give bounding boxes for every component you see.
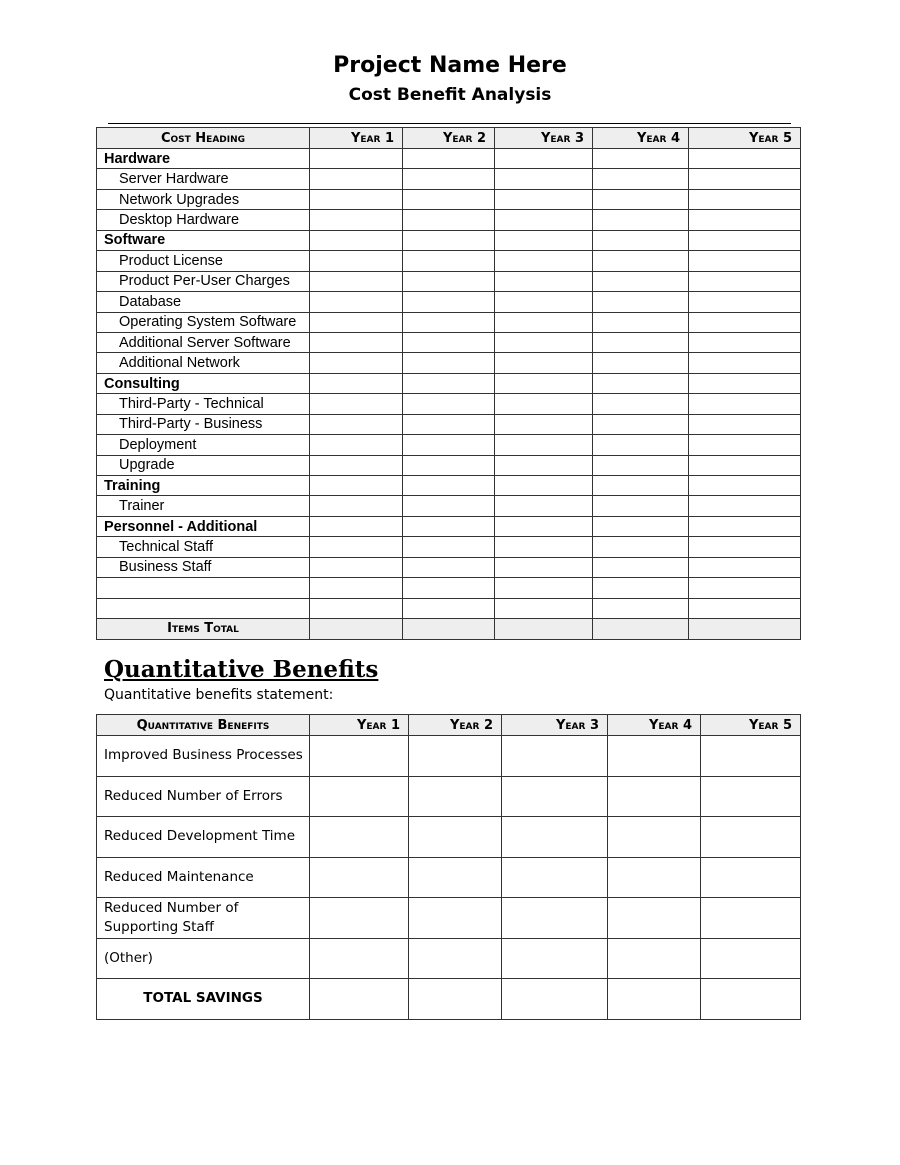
- row-label: [97, 578, 310, 598]
- year-5-cell[interactable]: [689, 332, 801, 352]
- year-4-header: Year 4: [608, 715, 701, 736]
- table-row: [97, 736, 801, 777]
- year-4-cell[interactable]: [593, 251, 689, 271]
- year-2-cell[interactable]: [403, 251, 495, 271]
- year-1-cell[interactable]: [310, 736, 409, 777]
- year-5-cell[interactable]: [689, 189, 801, 209]
- year-4-cell[interactable]: [608, 938, 701, 979]
- year-4-cell[interactable]: [593, 435, 689, 455]
- year-3-cell[interactable]: [495, 455, 593, 475]
- year-4-cell[interactable]: [593, 149, 689, 169]
- year-2-cell[interactable]: [403, 476, 495, 496]
- row-label: Product Per-User Charges: [97, 271, 310, 291]
- row-label: Training: [97, 476, 310, 496]
- table-row: [97, 332, 801, 352]
- year-3-cell[interactable]: [502, 979, 608, 1020]
- row-label: Technical Staff: [97, 537, 310, 557]
- year-1-cell[interactable]: [310, 776, 409, 817]
- year-4-cell[interactable]: [593, 332, 689, 352]
- year-4-cell[interactable]: [608, 857, 701, 898]
- year-1-header: Year 1: [310, 715, 409, 736]
- year-3-cell[interactable]: [495, 353, 593, 373]
- year-1-cell[interactable]: [310, 292, 403, 312]
- year-4-cell[interactable]: [593, 476, 689, 496]
- year-2-cell[interactable]: [409, 979, 502, 1020]
- year-4-cell[interactable]: [593, 578, 689, 598]
- year-5-cell[interactable]: [701, 817, 801, 858]
- year-2-cell[interactable]: [403, 332, 495, 352]
- year-5-cell[interactable]: [701, 938, 801, 979]
- year-1-cell[interactable]: [310, 210, 403, 230]
- row-label: Reduced Number of Supporting Staff: [97, 898, 310, 939]
- year-2-cell[interactable]: [409, 736, 502, 777]
- year-5-cell[interactable]: [689, 496, 801, 516]
- table-row: [97, 898, 801, 939]
- row-label: Additional Server Software: [97, 332, 310, 352]
- year-4-cell[interactable]: [593, 292, 689, 312]
- year-2-cell[interactable]: [409, 938, 502, 979]
- row-label: Third-Party - Business: [97, 414, 310, 434]
- row-label: Consulting: [97, 373, 310, 393]
- table-row: [97, 817, 801, 858]
- year-3-cell[interactable]: [495, 557, 593, 577]
- year-2-cell[interactable]: [403, 394, 495, 414]
- year-1-cell[interactable]: [310, 251, 403, 271]
- year-4-cell[interactable]: [593, 353, 689, 373]
- year-3-cell[interactable]: [502, 776, 608, 817]
- year-1-cell[interactable]: [310, 979, 409, 1020]
- category-row: [97, 230, 801, 250]
- table-row: [97, 312, 801, 332]
- year-3-cell[interactable]: [495, 619, 593, 639]
- year-3-cell[interactable]: [495, 210, 593, 230]
- row-label: Hardware: [97, 149, 310, 169]
- year-3-cell[interactable]: [502, 898, 608, 939]
- row-label: Database: [97, 292, 310, 312]
- year-3-cell[interactable]: [495, 271, 593, 291]
- year-4-cell[interactable]: [608, 979, 701, 1020]
- table-row: [97, 271, 801, 291]
- year-5-header: Year 5: [689, 128, 801, 149]
- qb-table-body: [97, 736, 801, 1020]
- year-5-header: Year 5: [701, 715, 801, 736]
- row-label: Reduced Development Time: [97, 817, 310, 858]
- year-5-cell[interactable]: [689, 476, 801, 496]
- table-row: [97, 251, 801, 271]
- year-4-cell[interactable]: [593, 537, 689, 557]
- year-5-cell[interactable]: [701, 898, 801, 939]
- year-5-cell[interactable]: [689, 373, 801, 393]
- year-3-header: Year 3: [502, 715, 608, 736]
- year-4-cell[interactable]: [593, 516, 689, 536]
- row-label: (Other): [97, 938, 310, 979]
- quantitative-benefits-statement: Quantitative benefits statement:: [104, 687, 334, 703]
- table-row: [97, 210, 801, 230]
- year-1-cell[interactable]: [310, 557, 403, 577]
- year-5-cell[interactable]: [689, 251, 801, 271]
- year-5-cell[interactable]: [701, 857, 801, 898]
- table-row: [97, 857, 801, 898]
- year-2-header: Year 2: [409, 715, 502, 736]
- year-3-cell[interactable]: [495, 394, 593, 414]
- year-5-cell[interactable]: [689, 455, 801, 475]
- year-2-cell[interactable]: [409, 776, 502, 817]
- year-1-cell[interactable]: [310, 271, 403, 291]
- year-4-cell[interactable]: [593, 394, 689, 414]
- row-label: Deployment: [97, 435, 310, 455]
- year-1-cell[interactable]: [310, 332, 403, 352]
- table-row: [97, 189, 801, 209]
- year-3-cell[interactable]: [495, 578, 593, 598]
- year-2-cell[interactable]: [403, 598, 495, 618]
- year-5-cell[interactable]: [689, 394, 801, 414]
- year-5-cell[interactable]: [689, 271, 801, 291]
- year-3-cell[interactable]: [502, 736, 608, 777]
- table-row: [97, 578, 801, 598]
- year-4-cell[interactable]: [593, 312, 689, 332]
- table-row: [97, 169, 801, 189]
- year-5-cell[interactable]: [689, 292, 801, 312]
- table-row: [97, 537, 801, 557]
- year-2-cell[interactable]: [403, 619, 495, 639]
- page-subtitle: Cost Benefit Analysis: [348, 85, 552, 105]
- year-2-cell[interactable]: [403, 435, 495, 455]
- year-4-cell[interactable]: [593, 230, 689, 250]
- year-5-cell[interactable]: [689, 353, 801, 373]
- year-3-cell[interactable]: [495, 598, 593, 618]
- year-2-cell[interactable]: [403, 271, 495, 291]
- year-3-cell[interactable]: [495, 537, 593, 557]
- year-2-cell[interactable]: [403, 414, 495, 434]
- row-label: Trainer: [97, 496, 310, 516]
- row-label: Network Upgrades: [97, 189, 310, 209]
- year-5-cell[interactable]: [701, 736, 801, 777]
- table-row: [97, 776, 801, 817]
- total-label: Items Total: [97, 619, 310, 639]
- year-1-cell[interactable]: [310, 817, 409, 858]
- table-row: [97, 496, 801, 516]
- year-4-cell[interactable]: [608, 817, 701, 858]
- title-divider: [108, 123, 791, 124]
- year-5-cell[interactable]: [689, 578, 801, 598]
- table-row: [97, 938, 801, 979]
- row-label: Upgrade: [97, 455, 310, 475]
- category-row: [97, 149, 801, 169]
- row-label: Desktop Hardware: [97, 210, 310, 230]
- year-4-cell[interactable]: [593, 557, 689, 577]
- year-3-cell[interactable]: [502, 938, 608, 979]
- year-2-cell[interactable]: [403, 557, 495, 577]
- cost-table-header-row: [97, 128, 801, 149]
- year-3-header: Year 3: [495, 128, 593, 149]
- year-1-cell[interactable]: [310, 537, 403, 557]
- year-2-cell[interactable]: [403, 169, 495, 189]
- year-2-cell[interactable]: [403, 230, 495, 250]
- year-1-cell[interactable]: [310, 414, 403, 434]
- cost-heading-header: Cost Heading: [97, 128, 310, 149]
- year-5-cell[interactable]: [689, 516, 801, 536]
- year-5-cell[interactable]: [689, 598, 801, 618]
- row-label: Server Hardware: [97, 169, 310, 189]
- year-2-cell[interactable]: [403, 455, 495, 475]
- year-4-cell[interactable]: [593, 169, 689, 189]
- quantitative-benefits-heading: Quantitative Benefits: [104, 656, 379, 683]
- year-1-cell[interactable]: [310, 435, 403, 455]
- year-3-cell[interactable]: [502, 857, 608, 898]
- table-row: [97, 292, 801, 312]
- year-2-cell[interactable]: [403, 373, 495, 393]
- year-4-cell[interactable]: [593, 414, 689, 434]
- category-row: [97, 373, 801, 393]
- year-1-cell[interactable]: [310, 938, 409, 979]
- year-3-cell[interactable]: [495, 516, 593, 536]
- year-2-cell[interactable]: [403, 292, 495, 312]
- year-5-cell[interactable]: [689, 312, 801, 332]
- year-5-cell[interactable]: [689, 557, 801, 577]
- table-row: [97, 394, 801, 414]
- year-1-cell[interactable]: [310, 516, 403, 536]
- row-label: Improved Business Processes: [97, 736, 310, 777]
- year-1-cell[interactable]: [310, 373, 403, 393]
- year-4-cell[interactable]: [593, 210, 689, 230]
- year-2-cell[interactable]: [403, 578, 495, 598]
- row-label: Additional Network: [97, 353, 310, 373]
- year-4-cell[interactable]: [593, 496, 689, 516]
- row-label: [97, 598, 310, 618]
- year-3-cell[interactable]: [495, 414, 593, 434]
- row-label: Personnel - Additional: [97, 516, 310, 536]
- row-label: Operating System Software: [97, 312, 310, 332]
- year-5-cell[interactable]: [689, 414, 801, 434]
- year-2-cell[interactable]: [409, 817, 502, 858]
- year-2-cell[interactable]: [409, 898, 502, 939]
- year-1-cell[interactable]: [310, 578, 403, 598]
- row-label: TOTAL SAVINGS: [97, 979, 310, 1020]
- year-3-cell[interactable]: [495, 312, 593, 332]
- year-1-cell[interactable]: [310, 476, 403, 496]
- year-1-cell[interactable]: [310, 149, 403, 169]
- year-2-cell[interactable]: [403, 496, 495, 516]
- year-5-cell[interactable]: [689, 537, 801, 557]
- year-5-cell[interactable]: [689, 619, 801, 639]
- year-2-header: Year 2: [403, 128, 495, 149]
- year-1-cell[interactable]: [310, 455, 403, 475]
- year-2-cell[interactable]: [403, 149, 495, 169]
- year-1-cell[interactable]: [310, 619, 403, 639]
- year-3-cell[interactable]: [495, 496, 593, 516]
- row-label: Software: [97, 230, 310, 250]
- year-3-cell[interactable]: [495, 251, 593, 271]
- quantitative-benefits-header: Quantitative Benefits: [97, 715, 310, 736]
- year-3-cell[interactable]: [495, 230, 593, 250]
- table-row: [97, 598, 801, 618]
- year-3-cell[interactable]: [495, 292, 593, 312]
- year-1-cell[interactable]: [310, 312, 403, 332]
- year-5-cell[interactable]: [689, 210, 801, 230]
- year-5-cell[interactable]: [689, 169, 801, 189]
- category-row: [97, 516, 801, 536]
- year-5-cell[interactable]: [689, 230, 801, 250]
- year-2-cell[interactable]: [403, 537, 495, 557]
- year-3-cell[interactable]: [495, 169, 593, 189]
- year-5-cell[interactable]: [689, 149, 801, 169]
- year-1-cell[interactable]: [310, 394, 403, 414]
- year-2-cell[interactable]: [403, 312, 495, 332]
- year-4-cell[interactable]: [593, 619, 689, 639]
- year-1-cell[interactable]: [310, 230, 403, 250]
- row-label: Product License: [97, 251, 310, 271]
- year-2-cell[interactable]: [403, 353, 495, 373]
- table-row: [97, 557, 801, 577]
- row-label: Business Staff: [97, 557, 310, 577]
- total-savings-row: [97, 979, 801, 1020]
- page-title: Project Name Here: [333, 53, 567, 78]
- table-row: [97, 455, 801, 475]
- year-2-cell[interactable]: [403, 210, 495, 230]
- year-3-cell[interactable]: [502, 817, 608, 858]
- year-5-cell[interactable]: [689, 435, 801, 455]
- year-4-header: Year 4: [593, 128, 689, 149]
- year-3-cell[interactable]: [495, 189, 593, 209]
- row-label: Reduced Number of Errors: [97, 776, 310, 817]
- table-row: [97, 414, 801, 434]
- year-1-cell[interactable]: [310, 496, 403, 516]
- year-4-cell[interactable]: [593, 455, 689, 475]
- items-total-row: [97, 619, 801, 639]
- year-1-header: Year 1: [310, 128, 403, 149]
- year-1-cell[interactable]: [310, 169, 403, 189]
- year-3-cell[interactable]: [495, 435, 593, 455]
- year-4-cell[interactable]: [608, 736, 701, 777]
- year-4-cell[interactable]: [608, 898, 701, 939]
- table-row: [97, 435, 801, 455]
- year-1-cell[interactable]: [310, 189, 403, 209]
- year-1-cell[interactable]: [310, 353, 403, 373]
- cost-table: [96, 127, 801, 640]
- year-3-cell[interactable]: [495, 149, 593, 169]
- year-5-cell[interactable]: [701, 979, 801, 1020]
- year-4-cell[interactable]: [593, 271, 689, 291]
- year-1-cell[interactable]: [310, 898, 409, 939]
- year-2-cell[interactable]: [403, 516, 495, 536]
- year-2-cell[interactable]: [403, 189, 495, 209]
- year-4-cell[interactable]: [593, 598, 689, 618]
- year-3-cell[interactable]: [495, 332, 593, 352]
- table-row: [97, 353, 801, 373]
- year-1-cell[interactable]: [310, 598, 403, 618]
- year-3-cell[interactable]: [495, 373, 593, 393]
- year-3-cell[interactable]: [495, 476, 593, 496]
- cost-table-body: [97, 149, 801, 640]
- category-row: [97, 476, 801, 496]
- year-2-cell[interactable]: [409, 857, 502, 898]
- year-1-cell[interactable]: [310, 857, 409, 898]
- year-4-cell[interactable]: [593, 189, 689, 209]
- year-4-cell[interactable]: [608, 776, 701, 817]
- year-4-cell[interactable]: [593, 373, 689, 393]
- row-label: Reduced Maintenance: [97, 857, 310, 898]
- row-label: Third-Party - Technical: [97, 394, 310, 414]
- year-5-cell[interactable]: [701, 776, 801, 817]
- qb-table-header-row: [97, 715, 801, 736]
- quantitative-benefits-table: [96, 714, 801, 1020]
